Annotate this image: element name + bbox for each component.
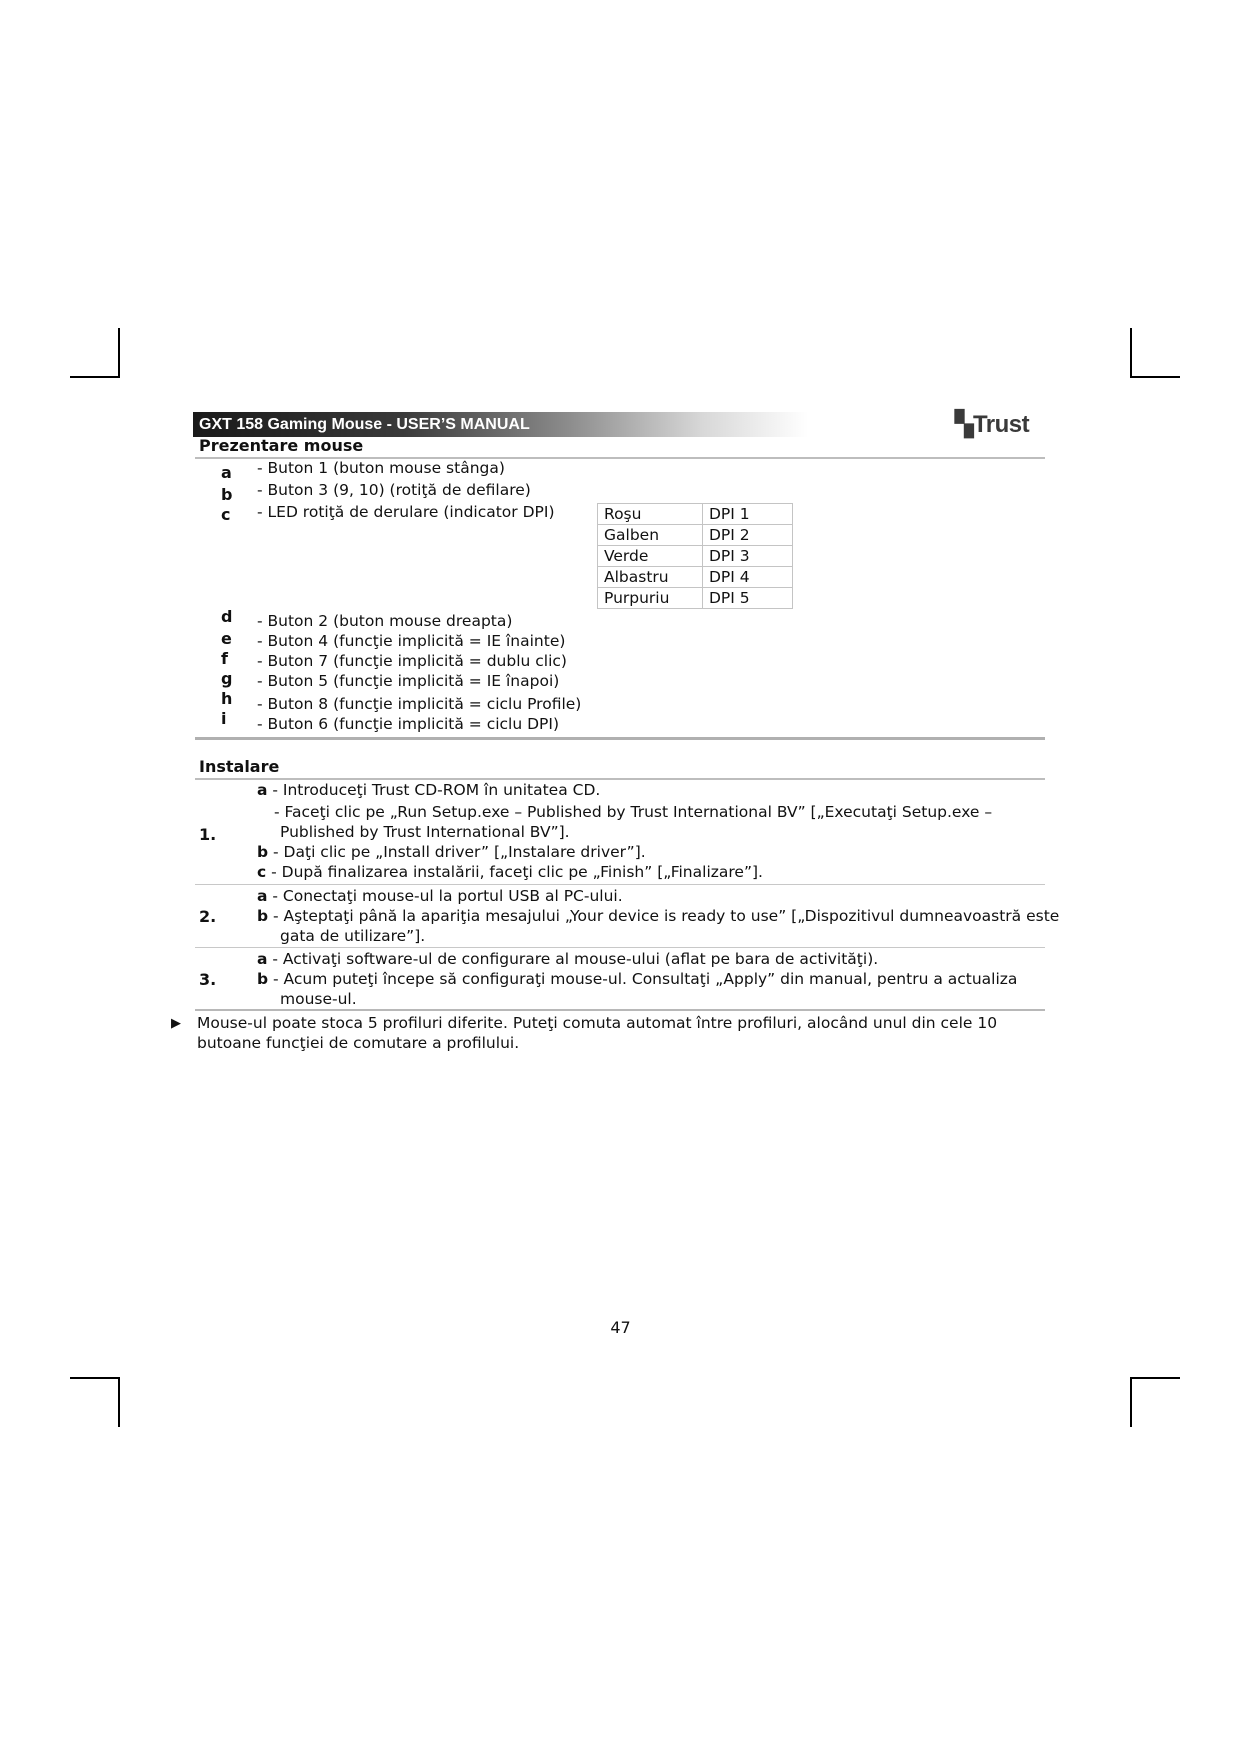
item-text: - Buton 7 (funcţie implicită = dublu clic) [257, 652, 567, 670]
dpi-level-cell: DPI 4 [703, 567, 793, 588]
step-line-text: - Faceţi clic pe „Run Setup.exe – Published by Trust International BV” [„Executaţi Setup.exe – [274, 803, 993, 821]
step-line-label: b [257, 843, 269, 861]
item-text: - Buton 6 (funcţie implicită = ciclu DPI) [257, 715, 560, 733]
item-letter: f [221, 649, 228, 668]
step-line [257, 950, 878, 968]
crop-mark-top-left [70, 328, 120, 378]
table-row [598, 588, 793, 609]
item-letter: a [221, 463, 232, 482]
step-line-text: - Acum puteţi începe să configuraţi mouse-ul. Consultaţi „Apply” din manual, pentru a actualiza [268, 970, 1018, 988]
step-line-label: c [257, 863, 267, 881]
table-row [598, 567, 793, 588]
led-color-cell: Albastru [598, 567, 703, 588]
step-line-label: a [257, 781, 268, 799]
step-line [257, 843, 646, 861]
item-text: - Buton 4 (funcţie implicită = IE înainte) [257, 632, 566, 650]
item-text: - Buton 8 (funcţie implicită = ciclu Profile) [257, 695, 582, 713]
step-line-text: - Activaţi software-ul de configurare al mouse-ului (aflat pe bara de activităţi). [267, 950, 879, 968]
dpi-level-cell: DPI 2 [703, 525, 793, 546]
step-number: 1. [199, 825, 217, 844]
step-divider [195, 947, 1045, 948]
item-letter: h [221, 689, 233, 708]
step-line-text: - Daţi clic pe „Install driver” [„Instalare driver”]. [268, 843, 646, 861]
item-text: - Buton 5 (funcţie implicită = IE înapoi) [257, 672, 560, 690]
dpi-color-table [597, 503, 793, 609]
item-letter: d [221, 607, 233, 626]
crop-mark-bottom-right [1130, 1377, 1180, 1427]
trust-logo-text: Trust [972, 411, 1030, 438]
step-line [280, 823, 570, 841]
step-line [280, 990, 357, 1008]
item-text: - Buton 2 (buton mouse dreapta) [257, 612, 513, 630]
header-bar [193, 412, 943, 437]
step-line-label: a [257, 950, 268, 968]
led-color-cell: Verde [598, 546, 703, 567]
step-line-text: mouse-ul. [280, 990, 357, 1008]
step-number: 2. [199, 907, 217, 926]
step-line-label: b [257, 970, 269, 988]
step-line [274, 803, 992, 821]
trust-logo [955, 410, 1029, 439]
step-line [257, 970, 1017, 988]
item-text: - LED rotiţă de derulare (indicator DPI) [257, 503, 555, 521]
section-divider [195, 778, 1045, 780]
step-divider [195, 1009, 1045, 1011]
step-divider [195, 884, 1045, 885]
step-number: 3. [199, 970, 217, 989]
profile-note: Mouse-ul poate stoca 5 profiluri diferite. Puteţi comuta automat între profiluri, alocând unul din cele 10 butoane funcţiei de comutare a profilului. [197, 1014, 998, 1052]
led-color-cell: Purpuriu [598, 588, 703, 609]
dpi-level-cell: DPI 1 [703, 504, 793, 525]
section-divider [195, 737, 1045, 740]
step-line [257, 781, 600, 799]
table-row [598, 546, 793, 567]
item-text: - Buton 1 (buton mouse stânga) [257, 459, 505, 477]
page-number: 47 [610, 1318, 631, 1337]
table-row [598, 525, 793, 546]
step-line-text: - Conectaţi mouse-ul la portul USB al PC-ului. [267, 887, 623, 905]
item-letter: i [221, 709, 227, 728]
crop-mark-bottom-left [70, 1377, 120, 1427]
step-line-text: Published by Trust International BV”]. [280, 823, 570, 841]
item-letter: b [221, 485, 233, 504]
step-line [257, 907, 1059, 925]
item-letter: g [221, 669, 233, 688]
step-line-label: a [257, 887, 268, 905]
step-line-text: gata de utilizare”]. [280, 927, 426, 945]
section-title-installation: Instalare [199, 757, 280, 776]
step-line-label: b [257, 907, 269, 925]
note-arrow-icon: ▶ [171, 1016, 181, 1031]
trust-logo-icon: ▚ [955, 411, 973, 438]
section-title-overview: Prezentare mouse [199, 436, 364, 455]
item-letter: e [221, 629, 232, 648]
led-color-cell: Galben [598, 525, 703, 546]
step-line-text: - Aşteptaţi până la apariţia mesajului „Your device is ready to use” [„Dispozitivul dumneavoastră este [268, 907, 1060, 925]
step-line [280, 927, 425, 945]
step-line [257, 863, 763, 881]
step-line [257, 887, 623, 905]
item-text: - Buton 3 (9, 10) (rotiţă de defilare) [257, 481, 531, 499]
crop-mark-top-right [1130, 328, 1180, 378]
step-line-text: - Introduceţi Trust CD-ROM în unitatea CD. [267, 781, 601, 799]
table-row [598, 504, 793, 525]
dpi-level-cell: DPI 5 [703, 588, 793, 609]
manual-title: GXT 158 Gaming Mouse - USER’S MANUAL [199, 416, 530, 433]
led-color-cell: Roşu [598, 504, 703, 525]
item-letter: c [221, 505, 231, 524]
step-line-text: - După finalizarea instalării, faceţi clic pe „Finish” [„Finalizare”]. [266, 863, 763, 881]
dpi-level-cell: DPI 3 [703, 546, 793, 567]
